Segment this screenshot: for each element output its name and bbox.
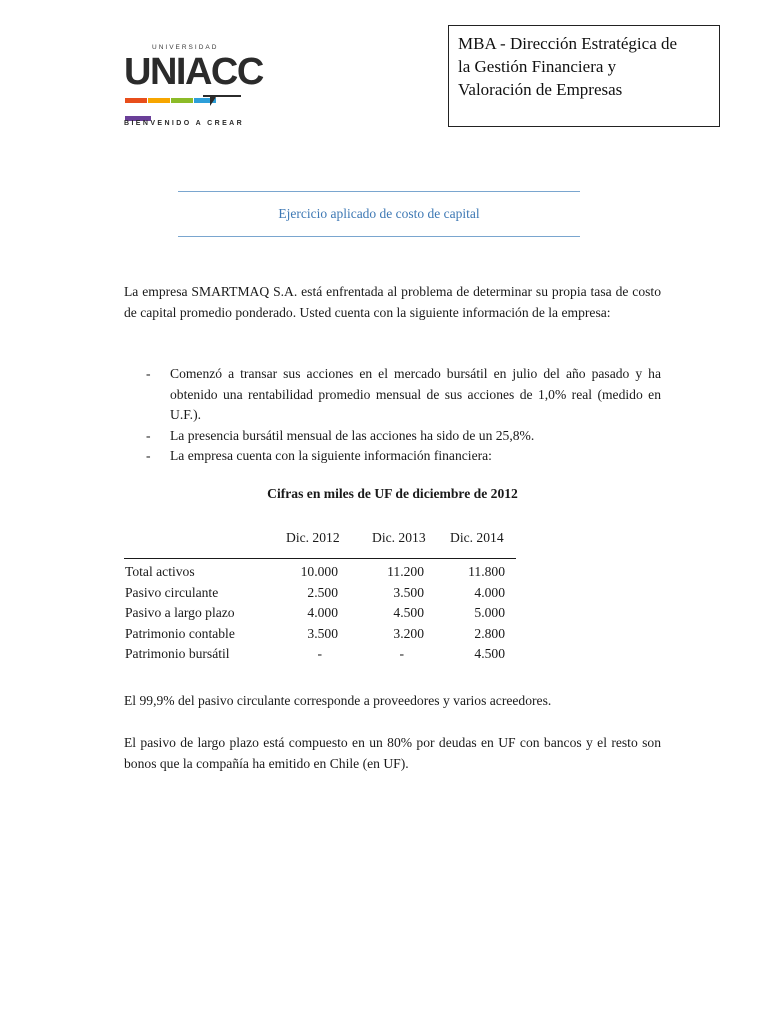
subtitle-rule-top — [178, 191, 580, 192]
table-row — [124, 644, 516, 665]
exercise-subtitle: Ejercicio aplicado de costo de capital — [278, 206, 480, 221]
table-cell: 11.800 — [468, 564, 505, 579]
subtitle-rule-bottom — [178, 236, 580, 237]
uniacc-logo — [124, 44, 263, 130]
table-row — [124, 603, 516, 624]
table-cell: 3.500 — [307, 625, 338, 641]
row-label: Patrimonio bursátil — [125, 646, 230, 662]
table-cell: 10.000 — [300, 564, 338, 579]
bullet-text: La empresa cuenta con la siguiente información financiera: — [170, 448, 492, 464]
list-item — [124, 426, 661, 447]
table-cell: 3.200 — [393, 625, 424, 641]
logo-wordmark: UNIACC — [124, 51, 263, 93]
table-cell: 11.200 — [387, 564, 424, 579]
row-label: Total activos — [125, 564, 195, 579]
logo-stripe — [125, 98, 147, 103]
table-title: Cifras en miles de UF de diciembre de 2012 — [267, 486, 518, 501]
note-current-liabilities: El 99,9% del pasivo circulante corresponde a proveedores y varios acreedores. — [124, 693, 552, 708]
note-long-term-liabilities: El pasivo de largo plazo está compuesto en un 80% por deudas en UF con bancos y el resto son bonos que la compañía ha emitido en Chile (en UF). — [124, 735, 661, 771]
table-header-divider — [124, 558, 516, 559]
logo-tagline: BIENVENIDO A CREAR — [124, 120, 245, 127]
table-header-row — [124, 530, 516, 558]
bullet-marker: - — [146, 427, 151, 443]
column-header: Dic. 2013 — [372, 530, 426, 545]
table-cell: 2.800 — [474, 625, 505, 641]
info-bullet-list — [124, 364, 661, 467]
column-header: Dic. 2014 — [450, 530, 504, 545]
course-title-line: la Gestión Financiera y — [458, 57, 617, 76]
table-cell: 2.500 — [307, 584, 338, 600]
logo-stripe — [148, 98, 170, 103]
bullet-marker: - — [146, 366, 151, 381]
list-item — [124, 446, 661, 467]
row-label: Pasivo a largo plazo — [125, 605, 235, 621]
logo-university-label: UNIVERSIDAD — [152, 44, 219, 51]
table-cell: 4.500 — [474, 646, 505, 662]
table-row — [124, 562, 516, 583]
table-row — [124, 624, 516, 645]
course-title-box — [448, 25, 720, 127]
row-label: Pasivo circulante — [125, 584, 219, 600]
table-row — [124, 583, 516, 604]
course-title-line: Valoración de Empresas — [458, 80, 623, 99]
table-cell: 4.000 — [307, 605, 338, 621]
table-cell: 5.000 — [474, 605, 505, 621]
bullet-text: Comenzó a transar sus acciones en el mercado bursátil en julio del año pasado y ha obtenido una rentabilidad promedio mensual de sus acciones de 1,0% real (medido en U.F.). — [170, 366, 661, 423]
logo-stripe — [171, 98, 193, 103]
table-cell: 3.500 — [393, 584, 424, 600]
table-cell: 4.000 — [474, 584, 505, 600]
bullet-marker: - — [146, 448, 151, 464]
list-item — [124, 364, 661, 426]
table-cell: - — [317, 646, 322, 662]
table-cell: 4.500 — [393, 605, 424, 621]
speech-bubble-icon — [202, 94, 242, 108]
row-label: Patrimonio contable — [125, 625, 235, 641]
column-header: Dic. 2012 — [286, 530, 340, 545]
bullet-text: La presencia bursátil mensual de las acciones ha sido de un 25,8%. — [170, 427, 535, 443]
table-cell: - — [399, 646, 404, 662]
financial-table — [124, 530, 516, 665]
course-title-line: MBA - Dirección Estratégica de — [458, 34, 678, 53]
intro-paragraph: La empresa SMARTMAQ S.A. está enfrentada al problema de determinar su propia tasa de costo de capital promedio ponderado. Usted cuenta con la siguiente información de la empresa: — [124, 284, 661, 320]
